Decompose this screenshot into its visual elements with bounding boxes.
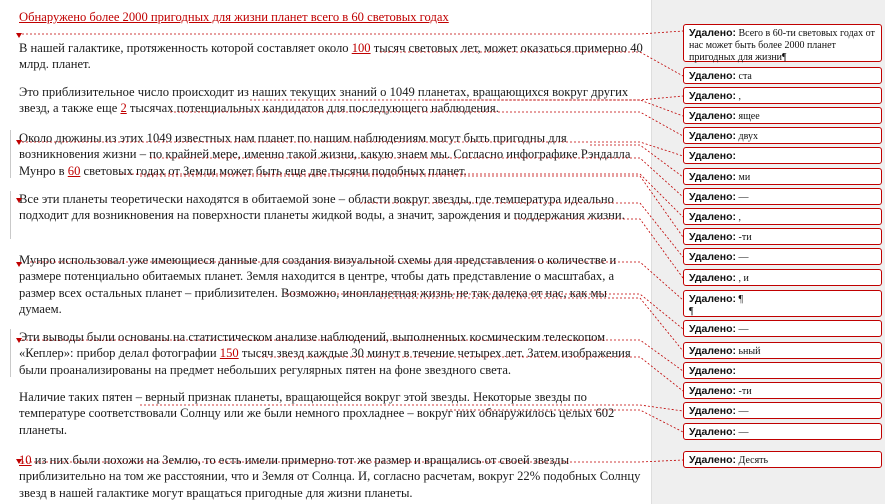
deleted-label: Удалено: xyxy=(689,293,736,305)
paragraph-text: Около дюжины из этих 1049 известных нам планет по нашим наблюдениям могут быть пригодны для возникновения жизни – по крайней мере, именно такой жизни, какую знаем мы. Согласно инфографике Рэндалла Мунро в xyxy=(19,131,631,178)
deleted-text: Всего в 60-ти световых годах от нас может быть более 2000 планет пригодных для жизни¶ xyxy=(689,28,875,63)
paragraph-text: тысяч звезд каждые 30 минут в течение четырех лет. Затем изображения были проанализированы на предмет небольших регулярных пятен на фоне звездного света. xyxy=(19,346,631,377)
revision-balloon[interactable] xyxy=(683,168,882,185)
deleted-text: ¶ ¶ xyxy=(689,294,744,317)
paragraph-4[interactable] xyxy=(19,191,644,224)
inserted-text[interactable]: 100 xyxy=(351,41,371,55)
paragraph-2[interactable] xyxy=(19,84,644,117)
deleted-text: -ти xyxy=(736,386,752,397)
deleted-text: , xyxy=(736,212,741,223)
deleted-label: Удалено: xyxy=(689,365,736,377)
revision-balloon[interactable] xyxy=(683,188,882,205)
revision-balloon[interactable] xyxy=(683,290,882,317)
deleted-label: Удалено: xyxy=(689,231,736,243)
revision-balloon[interactable] xyxy=(683,451,882,468)
paragraph-8[interactable] xyxy=(19,452,644,501)
deleted-label: Удалено: xyxy=(689,191,736,203)
deleted-text: ьный xyxy=(736,346,761,357)
paragraph-text: Наличие таких пятен – верный признак планеты, вращающейся вокруг этой звезды. Некоторые звезды по температуре соответствовали Солнцу или же были немного прохладнее – вокруг них обнаружилось целых 602 планеты. xyxy=(19,390,615,437)
deletion-marker xyxy=(16,198,22,203)
revision-balloon[interactable] xyxy=(683,382,882,399)
paragraph-text: Мунро использовал уже имеющиеся данные для создания визуальной схемы для представления о количестве и размере потенциально обитаемых планет. Земля находится в центре, чтобы дать представление о масштабах, а размер всех остальных планет – приблизителен. Возможно, инопланетная жизнь не так далека от нас, как мы думаем. xyxy=(19,253,617,316)
change-bar xyxy=(10,130,11,178)
inserted-text[interactable]: 10 xyxy=(19,453,32,467)
revision-balloon[interactable] xyxy=(683,107,882,124)
inserted-text[interactable]: 60 xyxy=(67,163,81,178)
paragraph-1[interactable] xyxy=(19,40,644,73)
revision-balloon[interactable] xyxy=(683,362,882,379)
deleted-text: , и xyxy=(736,273,749,284)
deleted-label: Удалено: xyxy=(689,345,736,357)
deletion-marker xyxy=(16,262,22,267)
deleted-label: Удалено: xyxy=(689,426,736,438)
paragraph-5[interactable] xyxy=(19,252,644,317)
inserted-text[interactable]: 2 xyxy=(120,101,127,116)
deleted-text: — xyxy=(736,427,749,438)
paragraph-text: Это приблизительное число происходит из наших текущих знаний о 1049 планетах, вращающихся вокруг других звезд, а также еще xyxy=(19,85,629,116)
revision-balloon[interactable] xyxy=(683,228,882,245)
revision-balloon[interactable] xyxy=(683,147,882,164)
deleted-text: -ти xyxy=(736,232,752,243)
deletion-marker xyxy=(16,338,22,343)
deleted-label: Удалено: xyxy=(689,90,736,102)
paragraph-3[interactable] xyxy=(19,130,644,179)
deleted-text: — xyxy=(736,192,749,203)
paragraph-text: тысяч световых лет, может оказаться примерно 40 млрд. планет. xyxy=(19,41,643,72)
deleted-label: Удалено: xyxy=(689,405,736,417)
deleted-label: Удалено: xyxy=(689,110,736,122)
change-bar xyxy=(10,329,11,377)
revision-balloon[interactable] xyxy=(683,208,882,225)
revision-balloon[interactable] xyxy=(683,248,882,265)
deletion-marker xyxy=(16,33,22,38)
deleted-text: ста xyxy=(736,71,752,82)
deleted-text: — xyxy=(736,252,749,263)
revision-balloon[interactable] xyxy=(683,402,882,419)
deleted-label: Удалено: xyxy=(689,454,736,466)
deleted-text: ящее xyxy=(736,111,760,122)
revision-balloon[interactable] xyxy=(683,320,882,337)
deleted-text: Десять xyxy=(736,455,769,466)
deleted-label: Удалено: xyxy=(689,251,736,263)
deleted-label: Удалено: xyxy=(689,272,736,284)
paragraph-7[interactable] xyxy=(19,389,644,438)
paragraph-text: из них были похожи на Землю, то есть имели примерно тот же размер и вращались от своей звезды приблизительно на том же расстоянии, что и Земля от Солнца. И, согласно расчетам, вокруг 22% подобных Солнцу звезд в нашей галактике могут вращаться пригодные для жизни планеты. xyxy=(19,453,641,500)
deleted-text: ми xyxy=(736,172,751,183)
revision-balloon[interactable] xyxy=(683,269,882,286)
deleted-label: Удалено: xyxy=(689,171,736,183)
revision-balloon[interactable] xyxy=(683,127,882,144)
deleted-label: Удалено: xyxy=(689,27,736,39)
paragraph-6[interactable] xyxy=(19,329,644,378)
revision-balloon[interactable] xyxy=(683,87,882,104)
deleted-label: Удалено: xyxy=(689,211,736,223)
document-title[interactable]: Обнаружено более 2000 пригодных для жизни планет всего в 60 световых годах xyxy=(19,10,449,24)
revision-balloon[interactable] xyxy=(683,423,882,440)
revision-balloon[interactable] xyxy=(683,67,882,84)
deleted-text: двух xyxy=(736,131,758,142)
deleted-label: Удалено: xyxy=(689,70,736,82)
deleted-text: — xyxy=(736,324,749,335)
deleted-text: — xyxy=(736,406,749,417)
paragraph-text: тысячах потенциальных кандидатов для последующего наблюдения. xyxy=(126,101,499,116)
paragraph-text: световых годах от Земли может быть еще две тысячи подобных планет. xyxy=(80,163,467,178)
deleted-text: , xyxy=(736,91,741,102)
inserted-text[interactable]: 150 xyxy=(219,346,239,361)
paragraph-text: Эти выводы были основаны на статистическом анализе наблюдений, выполненных космическим телескопом «Кеплер»: прибор делал фотографии xyxy=(19,330,606,361)
revision-balloon[interactable] xyxy=(683,342,882,359)
deletion-marker xyxy=(16,140,22,145)
deletion-marker xyxy=(16,459,22,464)
paragraph-text: В нашей галактике, протяженность которой составляет около xyxy=(19,41,352,55)
change-bar xyxy=(10,191,11,239)
paragraph-text: Все эти планеты теоретически находятся в обитаемой зоне – области вокруг звезды, где температура идеально подходит для возникновения на поверхности планеты жидкой воды, а значит, зарождения и поддержания жизни. xyxy=(19,192,625,223)
deleted-label: Удалено: xyxy=(689,150,736,162)
deleted-label: Удалено: xyxy=(689,130,736,142)
deleted-label: Удалено: xyxy=(689,385,736,397)
deleted-label: Удалено: xyxy=(689,323,736,335)
revision-balloon[interactable] xyxy=(683,24,882,62)
